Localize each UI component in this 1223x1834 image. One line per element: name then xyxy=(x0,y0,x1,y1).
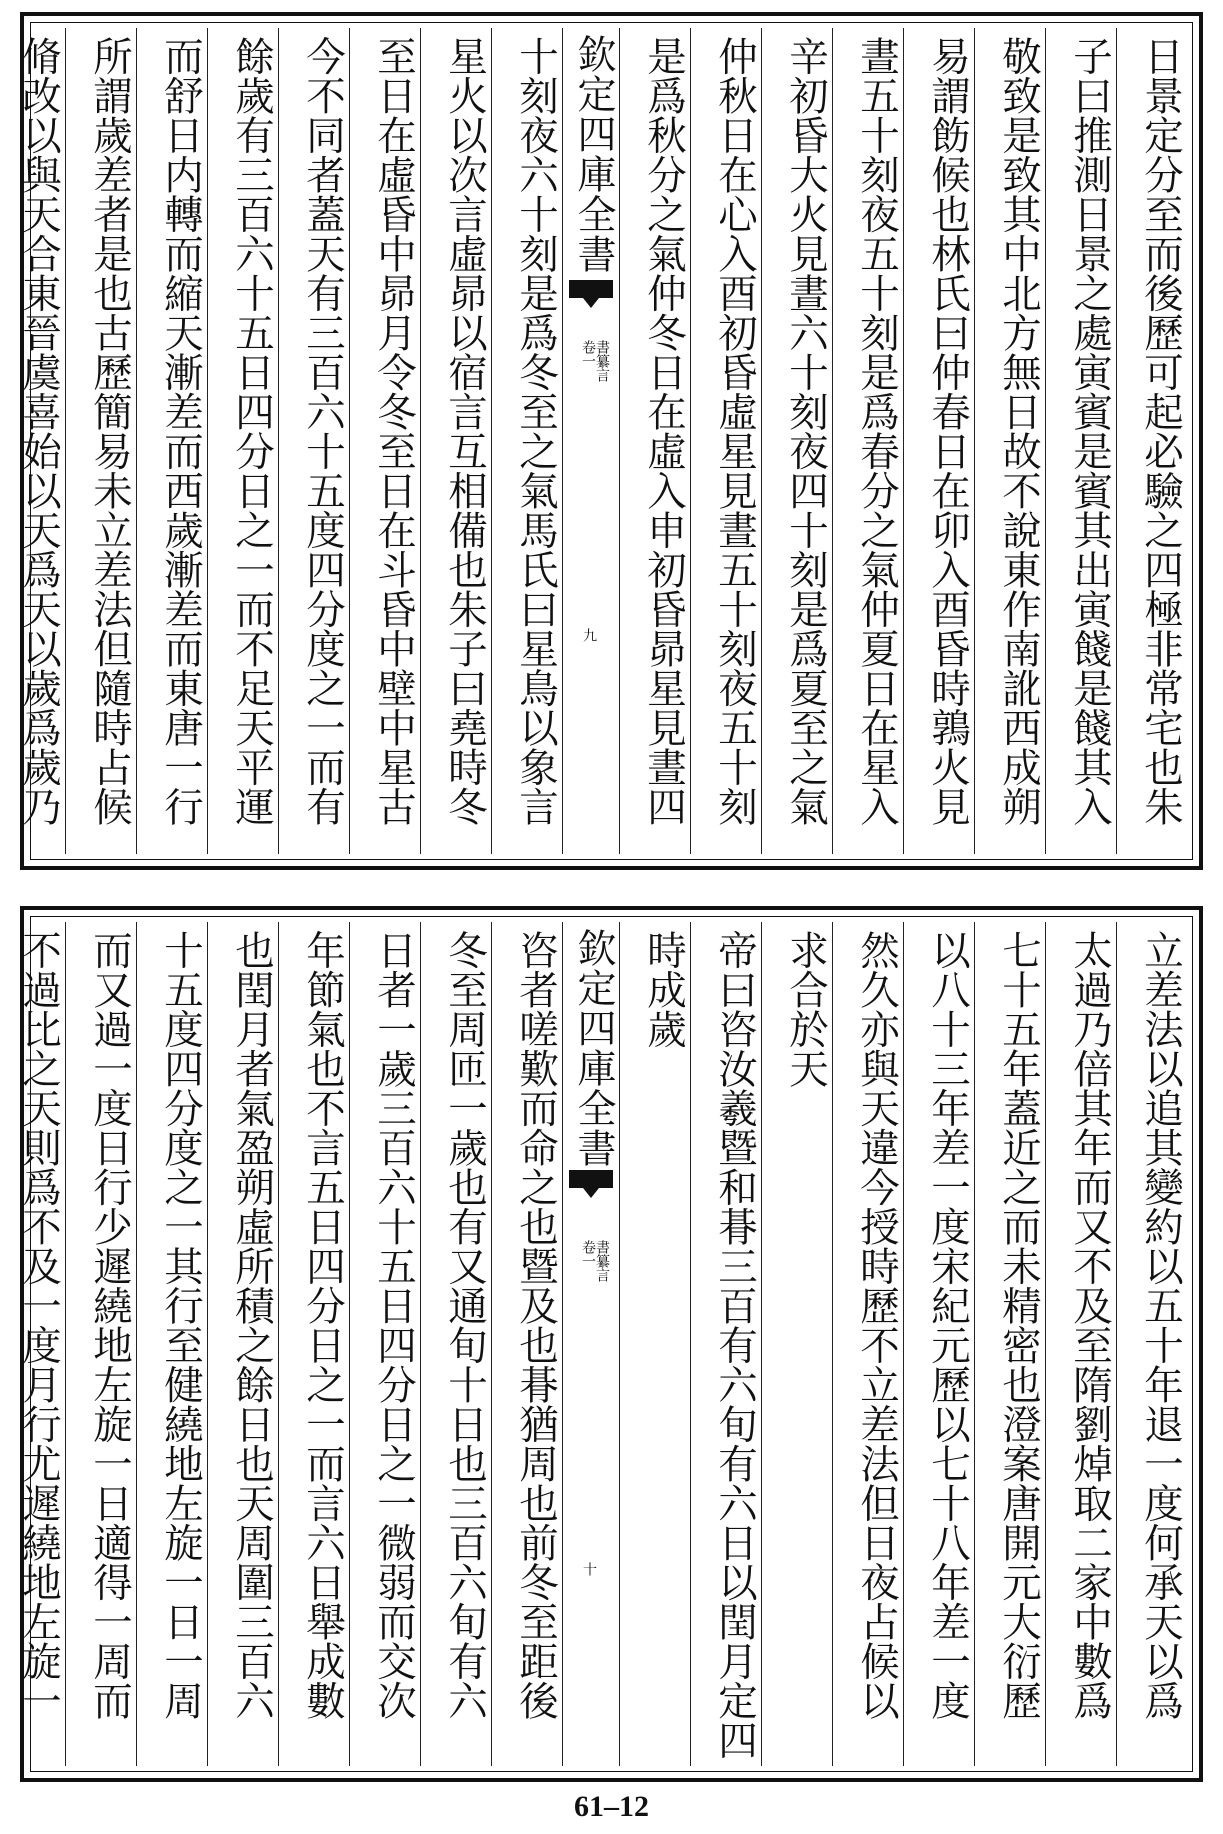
text-column: 太過乃倍其年而又不及至隋劉焯取二家中數爲 xyxy=(1045,922,1116,1766)
text-column: 時成歲 xyxy=(641,930,687,1049)
text-column: 而舒日内轉而縮天漸差而西歲漸差而東唐一行 xyxy=(136,28,207,854)
text-column: 咨者嗟歎而命之也暨及也朞猶周也前冬至距後 xyxy=(491,922,562,1766)
top-left-block xyxy=(0,28,562,854)
text-column: 晝五十刻夜五十刻是爲春分之氣仲夏日在星入 xyxy=(832,28,903,854)
volume-label: 卷一 xyxy=(580,340,596,368)
book-title: 書纂言 xyxy=(594,1240,610,1282)
text-column: 求合於天 xyxy=(761,922,832,1766)
text-column: 所謂歲差者是也古歷簡易未立差法但隨時占候 xyxy=(65,28,136,854)
page-footer-number: 61–12 xyxy=(574,1790,649,1823)
text-column: 然久亦與天違今授時歷不立差法但日夜占候以 xyxy=(832,922,903,1766)
text-column: 而又過一度日行少遲繞地左旋一日適得一周而 xyxy=(65,922,136,1766)
text-column: 不過比之天則爲不及一度月行尤遲繞地左旋一 xyxy=(16,930,62,1720)
text-column: 餘歲有三百六十五日四分日之一而不足天平運 xyxy=(207,28,278,854)
text-column: 辛初昏大火見晝六十刻夜四十刻是爲夏至之氣 xyxy=(761,28,832,854)
text-column: 脩改以與天合東晉虞喜始以天爲天以歲爲歲乃 xyxy=(16,36,62,826)
text-column: 冬至周匝一歲也有又通旬十日也三百六旬有六 xyxy=(420,922,491,1766)
text-column: 敬致是致其中北方無日故不說東作南訛西成朔 xyxy=(974,28,1045,854)
text-column: 也閏月者氣盈朔虛所積之餘日也天周圍三百六 xyxy=(207,922,278,1766)
top-page xyxy=(16,12,1203,870)
page-number: 九 xyxy=(581,628,597,642)
text-column: 十刻夜六十刻是爲冬至之氣馬氏曰星鳥以象言 xyxy=(491,28,562,854)
center-fold-strip xyxy=(562,28,620,854)
bottom-left-block xyxy=(0,922,562,1766)
text-column: 子曰推測日景之處寅賓是賓其出寅餞是餞其入 xyxy=(1045,28,1116,854)
text-column: 十五度四分度之一其行至健繞地左旋一日一周 xyxy=(136,922,207,1766)
text-column: 年節氣也不言五日四分日之一而言六日舉成數 xyxy=(278,922,349,1766)
bottom-right-block xyxy=(620,922,1187,1766)
text-column: 今不同者蓋天有三百六十五度四分度之一而有 xyxy=(278,28,349,854)
center-fold-strip xyxy=(562,922,620,1766)
text-column: 立差法以追其變約以五十年退一度何承天以爲 xyxy=(1116,922,1187,1766)
book-series-title: 欽定四庫全書 xyxy=(571,928,616,1168)
top-page-body xyxy=(16,28,1187,854)
text-column: 七十五年蓋近之而未精密也澄案唐開元大衍歷 xyxy=(974,922,1045,1766)
text-column: 易謂飭候也林氏曰仲春日在卯入酉昏時鶉火見 xyxy=(903,28,974,854)
text-column: 帝曰咨汝羲暨和朞三百有六旬有六日以閏月定四 xyxy=(690,922,761,1766)
text-column: 以八十三年差一度宋紀元歷以七十八年差一度 xyxy=(903,922,974,1766)
text-column: 日者一歲三百六十五日四分日之一微弱而交次 xyxy=(349,922,420,1766)
page-number: 十 xyxy=(581,1562,597,1576)
text-column: 星火以次言虛昴以宿言互相備也朱子曰堯時冬 xyxy=(420,28,491,854)
book-series-title: 欽定四庫全書 xyxy=(571,34,616,274)
fish-tail-mark xyxy=(569,1170,613,1188)
top-right-block xyxy=(620,28,1187,854)
text-column: 是爲秋分之氣仲冬日在虛入申初昏昴星見晝四 xyxy=(641,36,687,826)
text-column: 至日在虛昏中昴月令冬至日在斗昏中壁中星古 xyxy=(349,28,420,854)
fish-tail-mark xyxy=(569,280,613,298)
volume-label: 卷一 xyxy=(580,1240,596,1268)
text-column: 日景定分至而後歷可起必驗之四極非常宅也朱 xyxy=(1116,28,1187,854)
book-title: 書纂言 xyxy=(594,340,610,382)
text-column: 仲秋日在心入酉初昏虛星見晝五十刻夜五十刻 xyxy=(690,28,761,854)
bottom-page xyxy=(16,906,1203,1782)
bottom-page-body xyxy=(16,922,1187,1766)
